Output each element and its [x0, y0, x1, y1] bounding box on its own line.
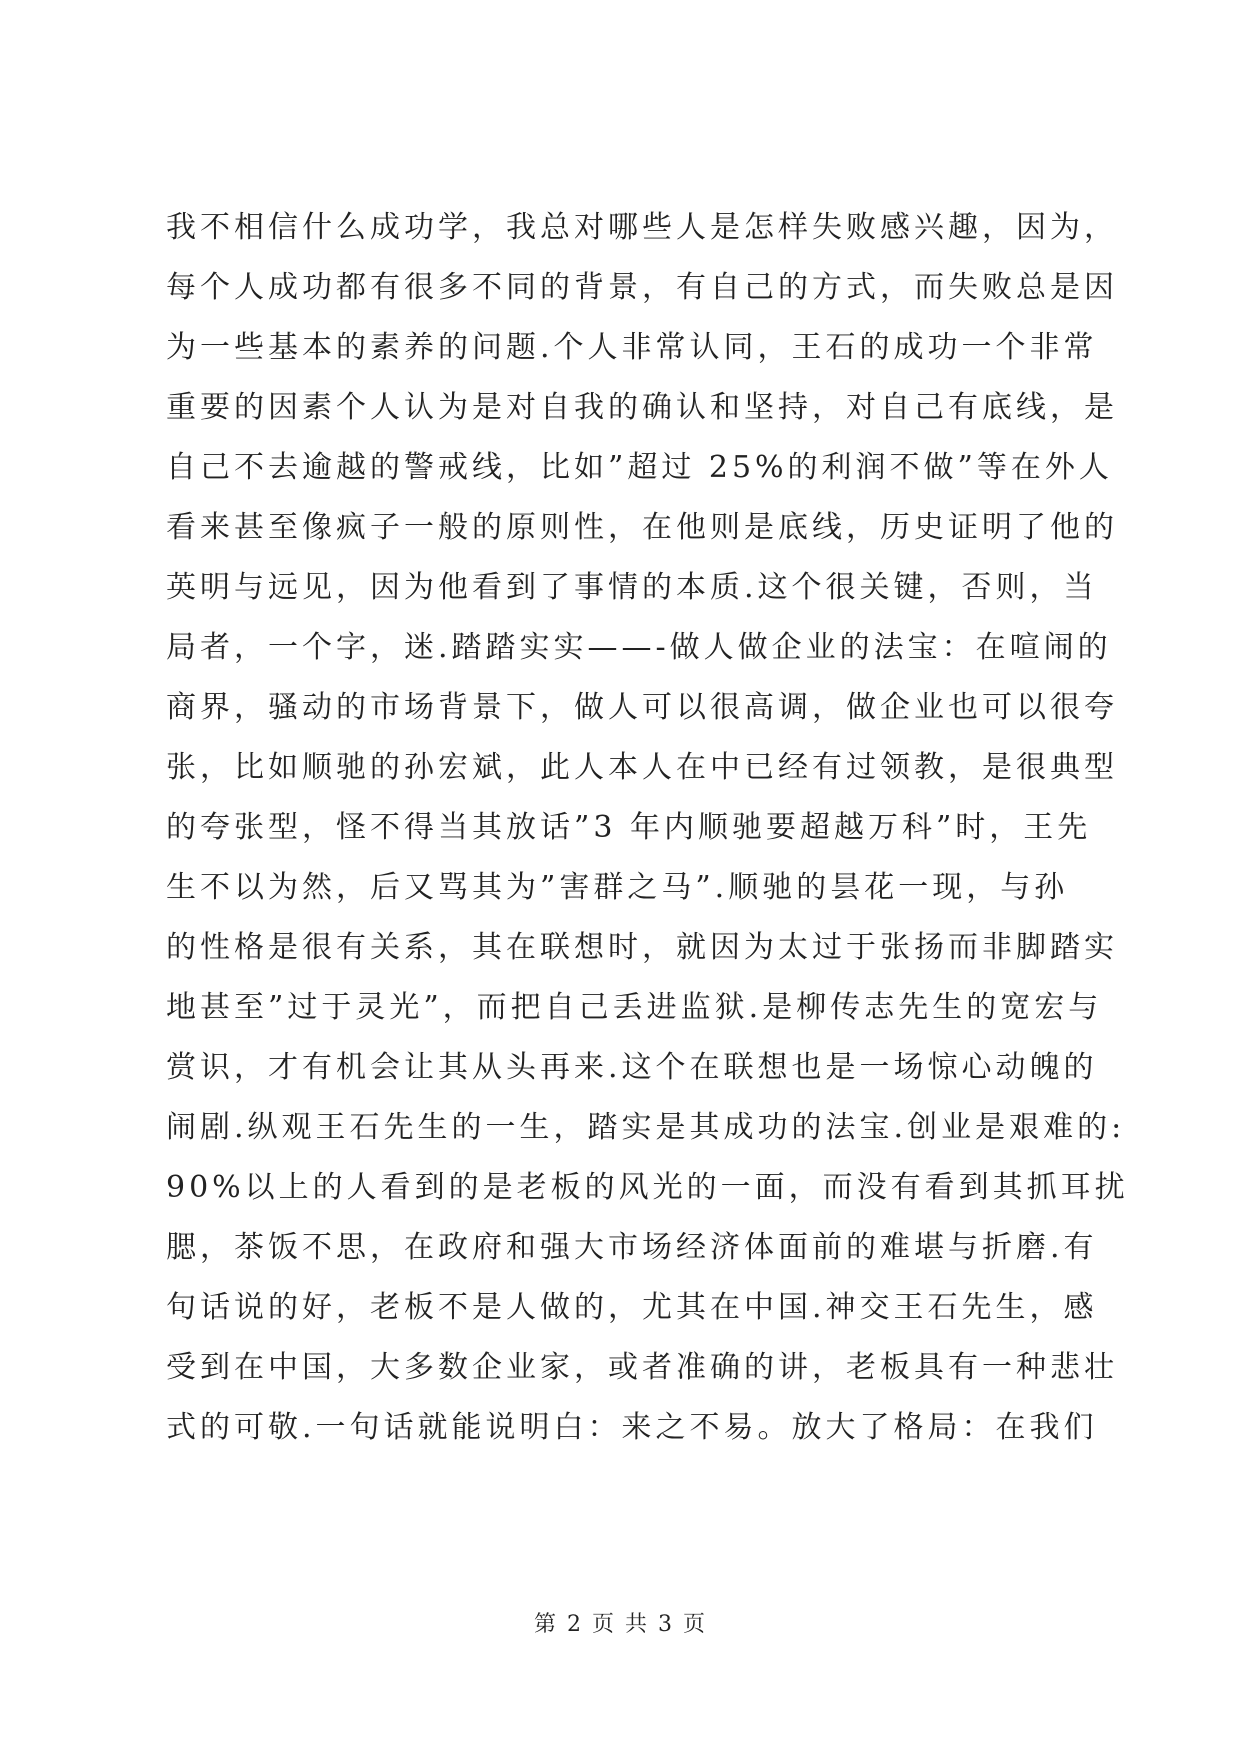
- text-line: 局者，一个字，迷.踏踏实实——-做人做企业的法宝：在喧闹的: [166, 630, 1112, 665]
- text-line: 腮，茶饭不思，在政府和强大市场经济体面前的难堪与折磨.有: [166, 1230, 1098, 1265]
- text-line: 生不以为然，后又骂其为”害群之马”.顺驰的昙花一现，与孙: [166, 870, 1069, 905]
- text-line: 地甚至”过于灵光”，而把自己丢进监狱.是柳传志先生的宽宏与: [166, 990, 1103, 1025]
- text-line: 赏识，才有机会让其从头再来.这个在联想也是一场惊心动魄的: [166, 1050, 1098, 1085]
- text-line: 看来甚至像疯子一般的原则性，在他则是底线，历史证明了他的: [166, 510, 1118, 545]
- text-line: 式的可敬.一句话就能说明白：来之不易。放大了格局：在我们: [166, 1410, 1098, 1445]
- text-line: 重要的因素个人认为是对自我的确认和坚持，对自己有底线，是: [166, 390, 1118, 425]
- text-line: 商界，骚动的市场背景下，做人可以很高调，做企业也可以很夸: [166, 690, 1118, 725]
- text-line: 90%以上的人看到的是老板的风光的一面，而没有看到其抓耳扰: [166, 1170, 1129, 1205]
- text-line: 为一些基本的素养的问题.个人非常认同，王石的成功一个非常: [166, 330, 1098, 365]
- text-line: 句话说的好，老板不是人做的，尤其在中国.神交王石先生，感: [166, 1290, 1098, 1325]
- page-number-label: 第 2 页 共 3 页: [534, 1612, 707, 1637]
- text-line: 闹剧.纵观王石先生的一生，踏实是其成功的法宝.创业是艰难的:: [166, 1110, 1126, 1145]
- text-line: 张，比如顺驰的孙宏斌，此人本人在中已经有过领教，是很典型: [166, 750, 1118, 785]
- text-line: 自己不去逾越的警戒线，比如”超过 25%的利润不做”等在外人: [166, 450, 1113, 485]
- text-line: 的夸张型，怪不得当其放话”3 年内顺驰要超越万科”时，王先: [166, 810, 1092, 845]
- text-line: 受到在中国，大多数企业家，或者准确的讲，老板具有一种悲壮: [166, 1350, 1118, 1385]
- body-text: [166, 198, 1129, 1458]
- page-footer: [0, 1607, 1241, 1638]
- text-line: 英明与远见，因为他看到了事情的本质.这个很关键，否则，当: [166, 570, 1098, 605]
- text-line: 的性格是很有关系，其在联想时，就因为太过于张扬而非脚踏实: [166, 930, 1118, 965]
- text-line: 我不相信什么成功学，我总对哪些人是怎样失败感兴趣，因为，: [166, 210, 1118, 245]
- text-line: 每个人成功都有很多不同的背景，有自己的方式，而失败总是因: [166, 270, 1118, 305]
